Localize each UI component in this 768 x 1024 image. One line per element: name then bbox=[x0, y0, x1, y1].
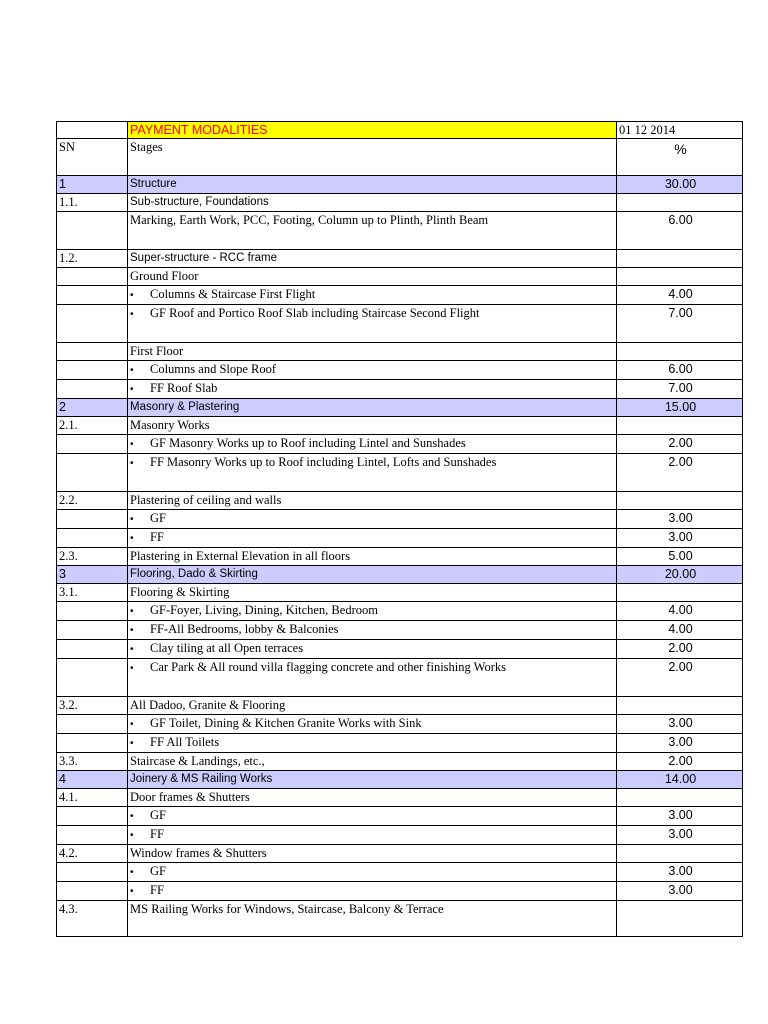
bullet-icon: • bbox=[130, 309, 134, 320]
row-stage bbox=[128, 882, 617, 901]
row-stage: Masonry Works bbox=[128, 417, 617, 435]
title-row bbox=[57, 122, 743, 139]
table-row bbox=[57, 361, 743, 380]
row-stage-text: FF Roof Slab bbox=[150, 381, 218, 395]
row-percent: 20.00 bbox=[617, 566, 743, 584]
row-sn: 3.2. bbox=[57, 697, 128, 715]
header-stages: Stages bbox=[128, 139, 617, 176]
row-stage: Super-structure - RCC frame bbox=[128, 250, 617, 268]
row-sn bbox=[57, 882, 128, 901]
row-stage-text: Car Park & All round villa flagging concrete and other finishing Works bbox=[150, 660, 506, 674]
row-sn: 1 bbox=[57, 176, 128, 194]
bullet-icon: • bbox=[130, 625, 134, 636]
row-percent: 30.00 bbox=[617, 176, 743, 194]
row-percent bbox=[617, 194, 743, 212]
row-stage-text: GF-Foyer, Living, Dining, Kitchen, Bedroom bbox=[150, 603, 378, 617]
table-row bbox=[57, 492, 743, 510]
row-stage bbox=[128, 659, 617, 697]
row-stage: Flooring, Dado & Skirting bbox=[128, 566, 617, 584]
bullet-icon: • bbox=[130, 384, 134, 395]
row-sn bbox=[57, 454, 128, 492]
table-row bbox=[57, 715, 743, 734]
row-percent bbox=[617, 343, 743, 361]
table-row bbox=[57, 380, 743, 399]
row-stage bbox=[128, 286, 617, 305]
row-stage: Staircase & Landings, etc., bbox=[128, 753, 617, 771]
table-row bbox=[57, 529, 743, 548]
table-row bbox=[57, 901, 743, 937]
row-sn: 3 bbox=[57, 566, 128, 584]
row-percent bbox=[617, 697, 743, 715]
row-sn bbox=[57, 734, 128, 753]
row-stage-text: Columns & Staircase First Flight bbox=[150, 287, 316, 301]
table-row bbox=[57, 602, 743, 621]
row-percent: 3.00 bbox=[617, 734, 743, 753]
row-percent: 3.00 bbox=[617, 826, 743, 845]
row-stage-text: FF-All Bedrooms, lobby & Balconies bbox=[150, 622, 339, 636]
row-stage bbox=[128, 361, 617, 380]
table-row bbox=[57, 268, 743, 286]
row-stage-text: Clay tiling at all Open terraces bbox=[150, 641, 304, 655]
row-percent: 3.00 bbox=[617, 863, 743, 882]
bullet-icon: • bbox=[130, 290, 134, 301]
row-sn bbox=[57, 529, 128, 548]
table-row bbox=[57, 417, 743, 435]
bullet-icon: • bbox=[130, 533, 134, 544]
row-sn bbox=[57, 640, 128, 659]
table-row bbox=[57, 212, 743, 250]
row-sn bbox=[57, 212, 128, 250]
row-percent: 4.00 bbox=[617, 286, 743, 305]
row-sn bbox=[57, 268, 128, 286]
row-percent: 2.00 bbox=[617, 753, 743, 771]
table-row bbox=[57, 305, 743, 343]
row-stage-text: GF Masonry Works up to Roof including Lintel and Sunshades bbox=[150, 436, 466, 450]
table-row bbox=[57, 882, 743, 901]
table-row bbox=[57, 826, 743, 845]
table-row bbox=[57, 435, 743, 454]
table-row bbox=[57, 863, 743, 882]
row-stage: Sub-structure, Foundations bbox=[128, 194, 617, 212]
row-stage-text: FF All Toilets bbox=[150, 735, 220, 749]
bullet-icon: • bbox=[130, 514, 134, 525]
row-stage-text: GF Toilet, Dining & Kitchen Granite Works with Sink bbox=[150, 716, 422, 730]
row-percent: 7.00 bbox=[617, 380, 743, 399]
row-stage: First Floor bbox=[128, 343, 617, 361]
table-row bbox=[57, 789, 743, 807]
row-percent bbox=[617, 789, 743, 807]
bullet-icon: • bbox=[130, 663, 134, 674]
row-stage: Marking, Earth Work, PCC, Footing, Column up to Plinth, Plinth Beam bbox=[128, 212, 617, 250]
row-stage: Flooring & Skirting bbox=[128, 584, 617, 602]
row-stage-text: GF bbox=[150, 864, 166, 878]
row-percent: 4.00 bbox=[617, 602, 743, 621]
table-row bbox=[57, 845, 743, 863]
row-stage bbox=[128, 807, 617, 826]
table-row bbox=[57, 584, 743, 602]
row-percent bbox=[617, 901, 743, 937]
row-stage bbox=[128, 435, 617, 454]
row-sn bbox=[57, 510, 128, 529]
row-stage-text: FF Masonry Works up to Roof including Lintel, Lofts and Sunshades bbox=[150, 455, 497, 469]
row-percent bbox=[617, 250, 743, 268]
row-percent: 6.00 bbox=[617, 212, 743, 250]
section-row bbox=[57, 399, 743, 417]
bullet-icon: • bbox=[130, 738, 134, 749]
table-row bbox=[57, 286, 743, 305]
bullet-icon: • bbox=[130, 830, 134, 841]
table-row bbox=[57, 194, 743, 212]
bullet-icon: • bbox=[130, 644, 134, 655]
row-sn: 3.3. bbox=[57, 753, 128, 771]
row-stage-text: GF bbox=[150, 511, 166, 525]
row-stage: MS Railing Works for Windows, Staircase, Balcony & Terrace bbox=[128, 901, 617, 937]
table-row bbox=[57, 454, 743, 492]
section-row bbox=[57, 176, 743, 194]
row-stage-text: FF bbox=[150, 883, 164, 897]
section-row bbox=[57, 771, 743, 789]
table-row bbox=[57, 343, 743, 361]
row-stage bbox=[128, 640, 617, 659]
bullet-icon: • bbox=[130, 719, 134, 730]
row-stage bbox=[128, 602, 617, 621]
table-row bbox=[57, 510, 743, 529]
row-percent bbox=[617, 268, 743, 286]
row-sn bbox=[57, 826, 128, 845]
title-row-sn-cell bbox=[57, 122, 128, 139]
row-percent bbox=[617, 584, 743, 602]
row-stage-text: FF bbox=[150, 530, 164, 544]
row-stage bbox=[128, 380, 617, 399]
row-stage-text: FF bbox=[150, 827, 164, 841]
row-sn: 4.3. bbox=[57, 901, 128, 937]
row-stage bbox=[128, 734, 617, 753]
row-percent: 6.00 bbox=[617, 361, 743, 380]
row-sn bbox=[57, 602, 128, 621]
row-percent: 3.00 bbox=[617, 510, 743, 529]
table-row bbox=[57, 753, 743, 771]
row-percent: 5.00 bbox=[617, 548, 743, 566]
row-stage: Plastering of ceiling and walls bbox=[128, 492, 617, 510]
row-sn: 4.2. bbox=[57, 845, 128, 863]
row-sn bbox=[57, 343, 128, 361]
row-percent: 2.00 bbox=[617, 454, 743, 492]
row-sn: 2.3. bbox=[57, 548, 128, 566]
row-stage: Structure bbox=[128, 176, 617, 194]
row-sn: 3.1. bbox=[57, 584, 128, 602]
row-sn bbox=[57, 435, 128, 454]
row-percent: 4.00 bbox=[617, 621, 743, 640]
row-sn: 2.1. bbox=[57, 417, 128, 435]
header-sn: SN bbox=[57, 139, 128, 176]
row-stage bbox=[128, 529, 617, 548]
row-sn bbox=[57, 380, 128, 399]
row-sn bbox=[57, 361, 128, 380]
row-sn bbox=[57, 621, 128, 640]
table-row bbox=[57, 640, 743, 659]
table-row bbox=[57, 548, 743, 566]
row-stage-text: Columns and Slope Roof bbox=[150, 362, 277, 376]
table-row bbox=[57, 697, 743, 715]
row-stage-text: GF Roof and Portico Roof Slab including Staircase Second Flight bbox=[150, 306, 480, 320]
table-row bbox=[57, 807, 743, 826]
bullet-icon: • bbox=[130, 886, 134, 897]
bullet-icon: • bbox=[130, 458, 134, 469]
row-stage bbox=[128, 621, 617, 640]
row-stage bbox=[128, 715, 617, 734]
row-sn: 1.1. bbox=[57, 194, 128, 212]
row-sn: 4 bbox=[57, 771, 128, 789]
table-row bbox=[57, 734, 743, 753]
row-sn bbox=[57, 807, 128, 826]
row-percent: 2.00 bbox=[617, 640, 743, 659]
bullet-icon: • bbox=[130, 365, 134, 376]
row-percent bbox=[617, 417, 743, 435]
table-row bbox=[57, 250, 743, 268]
row-percent: 14.00 bbox=[617, 771, 743, 789]
row-sn bbox=[57, 286, 128, 305]
row-stage: Masonry & Plastering bbox=[128, 399, 617, 417]
payment-modalities-table bbox=[56, 121, 743, 937]
row-stage bbox=[128, 826, 617, 845]
row-stage bbox=[128, 305, 617, 343]
row-percent: 3.00 bbox=[617, 882, 743, 901]
row-percent: 3.00 bbox=[617, 529, 743, 548]
header-row bbox=[57, 139, 743, 176]
row-sn bbox=[57, 659, 128, 697]
row-stage: Joinery & MS Railing Works bbox=[128, 771, 617, 789]
row-stage: Plastering in External Elevation in all floors bbox=[128, 548, 617, 566]
document-title: PAYMENT MODALITIES bbox=[128, 122, 617, 139]
row-stage bbox=[128, 510, 617, 529]
row-sn bbox=[57, 305, 128, 343]
row-sn: 2.2. bbox=[57, 492, 128, 510]
row-percent: 3.00 bbox=[617, 807, 743, 826]
bullet-icon: • bbox=[130, 439, 134, 450]
row-stage: All Dadoo, Granite & Flooring bbox=[128, 697, 617, 715]
bullet-icon: • bbox=[130, 606, 134, 617]
table-row bbox=[57, 621, 743, 640]
row-stage: Door frames & Shutters bbox=[128, 789, 617, 807]
row-sn: 1.2. bbox=[57, 250, 128, 268]
row-percent bbox=[617, 845, 743, 863]
document-date: 01 12 2014 bbox=[617, 122, 743, 139]
row-sn bbox=[57, 715, 128, 734]
row-sn bbox=[57, 863, 128, 882]
row-percent: 7.00 bbox=[617, 305, 743, 343]
row-stage: Window frames & Shutters bbox=[128, 845, 617, 863]
row-percent bbox=[617, 492, 743, 510]
row-sn: 4.1. bbox=[57, 789, 128, 807]
row-percent: 15.00 bbox=[617, 399, 743, 417]
bullet-icon: • bbox=[130, 867, 134, 878]
row-percent: 2.00 bbox=[617, 435, 743, 454]
section-row bbox=[57, 566, 743, 584]
row-stage bbox=[128, 863, 617, 882]
row-stage-text: GF bbox=[150, 808, 166, 822]
table-row bbox=[57, 659, 743, 697]
row-stage: Ground Floor bbox=[128, 268, 617, 286]
bullet-icon: • bbox=[130, 811, 134, 822]
row-sn: 2 bbox=[57, 399, 128, 417]
row-percent: 3.00 bbox=[617, 715, 743, 734]
header-percent: % bbox=[617, 139, 743, 176]
row-stage bbox=[128, 454, 617, 492]
row-percent: 2.00 bbox=[617, 659, 743, 697]
